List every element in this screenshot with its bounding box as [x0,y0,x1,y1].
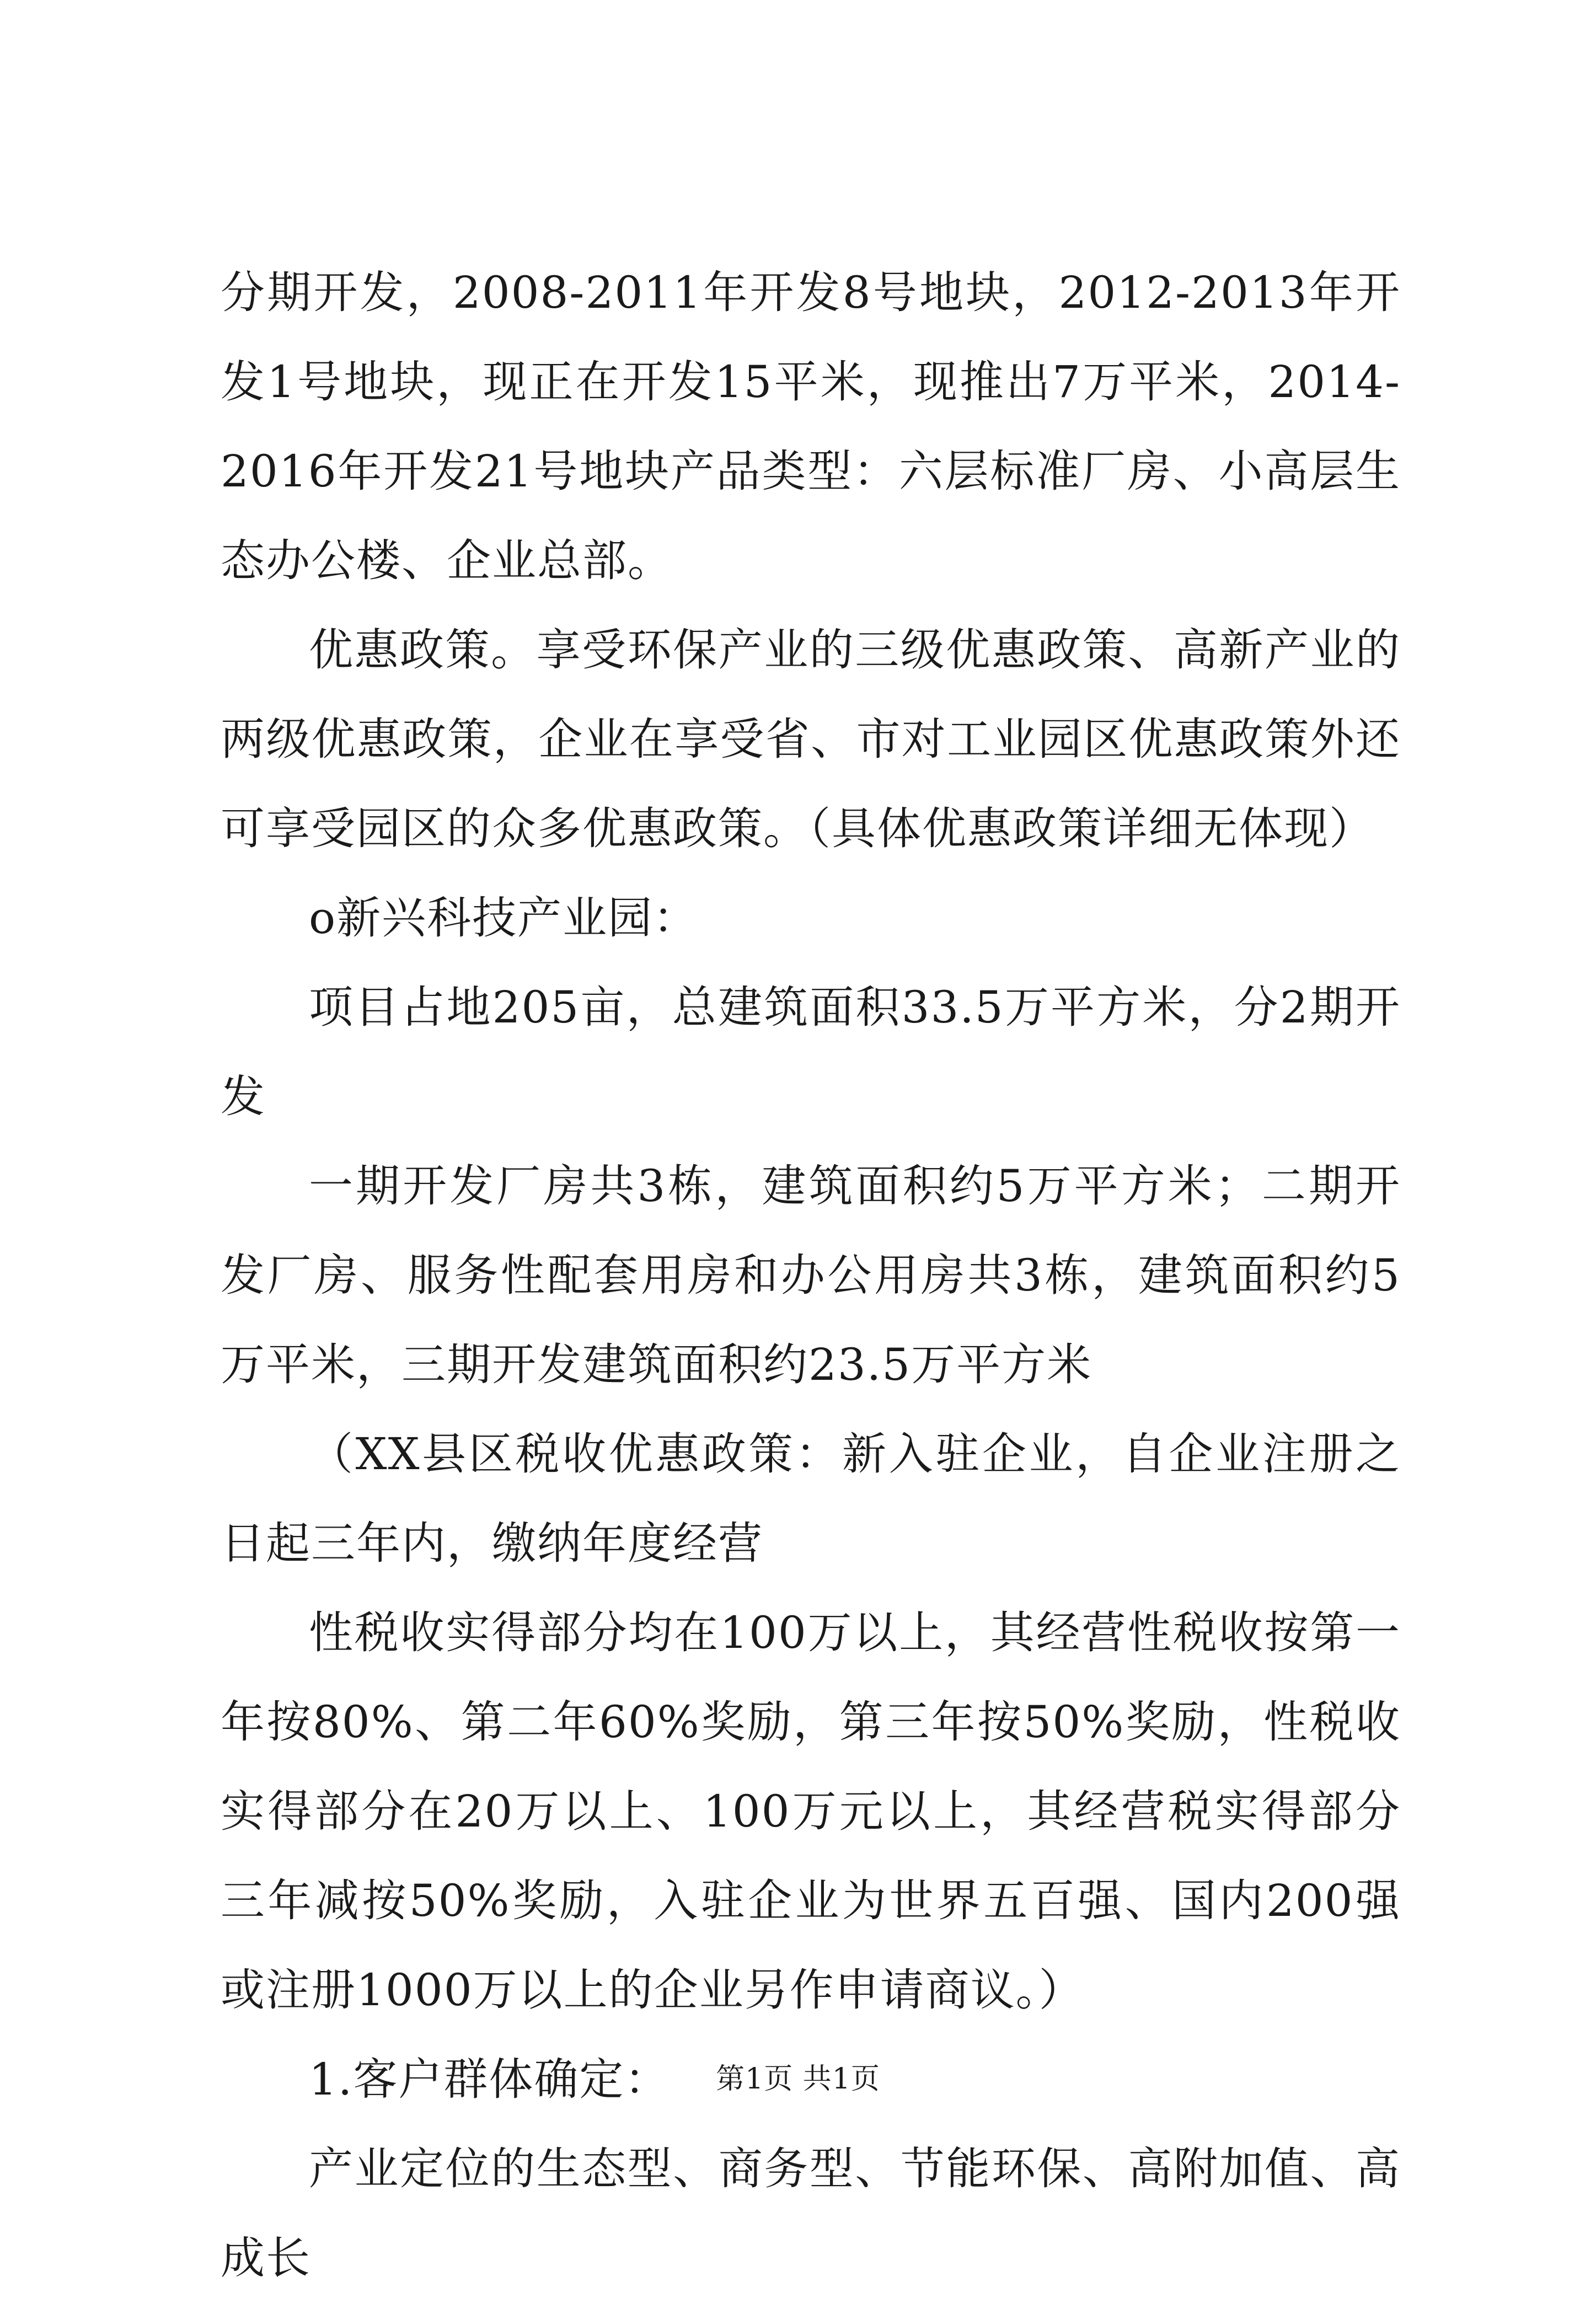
page-footer: 第1页 共1页 [716,2063,880,2096]
document-body [221,248,1401,2303]
paragraph-preferential-policy: 优惠政策。享受环保产业的三级优惠政策、高新产业的两级优惠政策，企业在享受省、市对工业园区优惠政策外还可享受园区的众多优惠政策。（具体优惠政策详细无体现） [221,624,1401,854]
paragraph-tech-park-heading: o新兴科技产业园： [309,892,699,944]
paragraph-phased-development: 分期开发，2008-2011年开发8号地块，2012-2013年开发1号地块，现正在开发15平米，现推出7万平米，2014-2016年开发21号地块产品类型：六层标准厂房、小高层生态办公楼、企业总部。 [221,267,1401,586]
paragraph-tax-policy-intro: （XX县区税收优惠政策：新入驻企业，自企业注册之日起三年内，缴纳年度经营 [221,1428,1401,1569]
paragraph-project-area: 项目占地205亩，总建筑面积33.5万平方米，分2期开发 [221,982,1401,1122]
paragraph-customer-group-heading: 1.客户群体确定： [309,2054,670,2105]
paragraph-tax-policy-details: 性税收实得部分均在100万以上，其经营性税收按第一年按80%、第二年60%奖励，第三年按50%奖励，性税收实得部分在20万以上、100万元以上，其经营税实得部分三年减按50%奖励，入驻企业为世界五百强、国内200强或注册1000万以上的企业另作申请商议。） [221,1607,1401,2016]
paragraph-development-phases: 一期开发厂房共3栋，建筑面积约5万平方米；二期开发厂房、服务性配套用房和办公用房共3栋，建筑面积约5万平米，三期开发建筑面积约23.5万平方米 [221,1160,1401,1390]
paragraph-industry-positioning: 产业定位的生态型、商务型、节能环保、高附加值、高成长 [221,2143,1401,2284]
